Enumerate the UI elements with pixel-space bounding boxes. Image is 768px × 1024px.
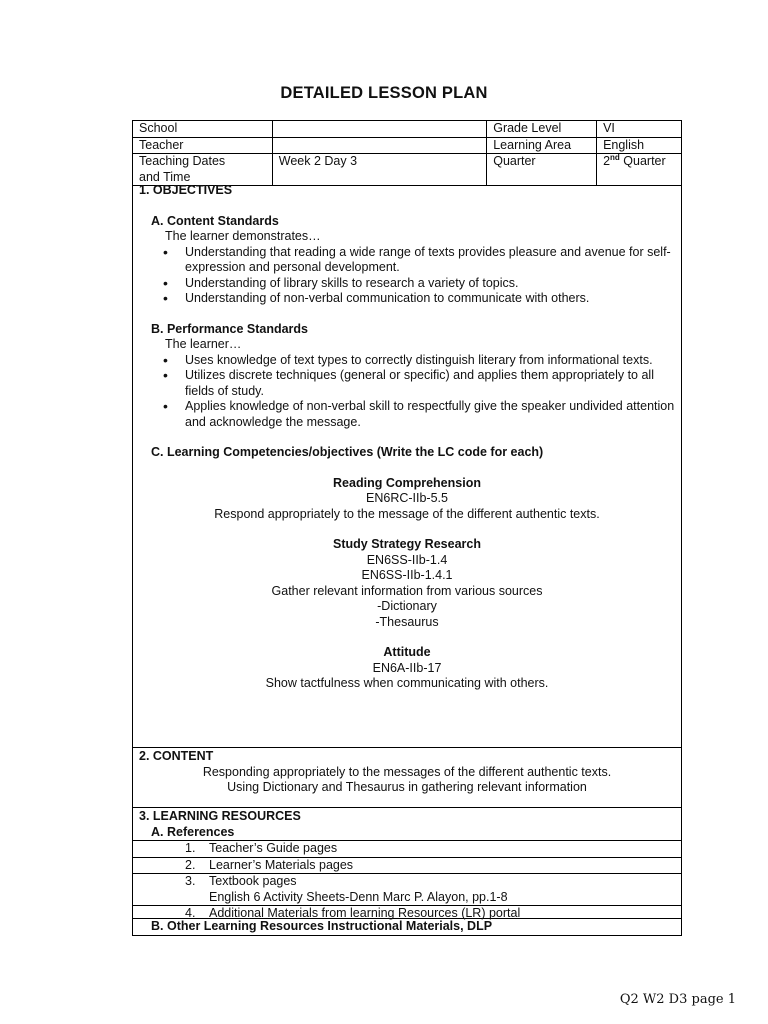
attitude-code: EN6A-IIb-17 <box>372 660 442 675</box>
study-code-2: EN6SS-IIb-1.4.1 <box>361 568 453 582</box>
content-standards-list <box>133 245 681 307</box>
performance-standards-intro: The learner… <box>165 337 242 351</box>
school-value <box>272 121 486 138</box>
item-text: Textbook pages <box>209 874 297 888</box>
item-text: Teacher’s Guide pages <box>209 841 338 855</box>
content-section <box>132 748 682 808</box>
content-standards-heading: A. Content Standards <box>151 213 279 228</box>
grade-value: VI <box>597 121 682 138</box>
item-number: 3. <box>185 874 196 888</box>
objectives-section <box>132 183 682 748</box>
list-item <box>185 874 681 890</box>
list-item <box>185 890 681 906</box>
study-source-1: -Dictionary <box>377 599 437 613</box>
grade-label: Grade Level <box>487 121 597 138</box>
dates-label <box>133 154 273 186</box>
reading-title: Reading Comprehension <box>333 475 481 490</box>
item-text: English 6 Activity Sheets-Denn Marc P. Alayon, pp.1-8 <box>209 889 508 904</box>
teacher-value <box>272 137 486 154</box>
study-source-2: -Thesaurus <box>375 614 439 629</box>
page-title: DETAILED LESSON PLAN <box>280 84 488 102</box>
item-text: Additional Materials from learning Resources (LR) portal <box>209 906 521 920</box>
header-table <box>132 120 682 186</box>
content-standards-intro: The learner demonstrates… <box>165 229 321 243</box>
item-number: 1. <box>185 841 196 855</box>
competencies-heading: C. Learning Competencies/objectives (Write the LC code for each) <box>151 445 544 459</box>
quarter-word: Quarter <box>623 154 666 168</box>
references-list <box>133 841 681 857</box>
school-label: School <box>133 121 273 138</box>
study-code-1: EN6SS-IIb-1.4 <box>366 552 448 567</box>
content-line-2: Using Dictionary and Thesaurus in gathering relevant information <box>227 780 587 794</box>
list-item: • Understanding of non-verbal communication to communicate with others. <box>163 291 681 307</box>
dates-label-line-2: and Time <box>139 169 191 184</box>
page-footer: Q2 W2 D3 page 1 <box>619 992 736 1007</box>
dates-label-line-1: Teaching Dates <box>139 154 226 168</box>
resources-section <box>132 808 682 919</box>
item-number: 4. <box>185 906 196 920</box>
study-title: Study Strategy Research <box>333 537 481 551</box>
performance-standards-list <box>133 353 681 431</box>
list-item: • Applies knowledge of non-verbal skill to respectfully give the speaker undivided attention and acknowledge the message. <box>163 399 681 430</box>
study-desc: Gather relevant information from various sources <box>271 583 543 598</box>
references-list-2 <box>133 858 681 874</box>
resources-heading: 3. LEARNING RESOURCES <box>139 809 301 823</box>
dates-value: Week 2 Day 3 <box>272 154 486 186</box>
teacher-label: Teacher <box>133 137 273 154</box>
item-number: 2. <box>185 857 196 872</box>
quarter-number: 2 <box>603 154 611 168</box>
list-item <box>185 858 681 874</box>
area-value: English <box>597 137 682 154</box>
content-line-1: Responding appropriately to the messages of the different authentic texts. <box>202 764 612 779</box>
quarter-value <box>597 154 682 186</box>
list-item: • Understanding that reading a wide range of texts provides pleasure and avenue for self-expression and personal development. <box>163 245 681 276</box>
area-label: Learning Area <box>487 137 597 154</box>
references-heading: A. References <box>151 824 235 839</box>
content-heading: 2. CONTENT <box>139 749 214 763</box>
reading-code: EN6RC-IIb-5.5 <box>366 491 448 505</box>
list-item: • Understanding of library skills to research a variety of topics. <box>163 276 681 292</box>
attitude-title: Attitude <box>383 645 431 659</box>
other-resources-row <box>132 919 682 936</box>
attitude-desc: Show tactfulness when communicating with others. <box>265 676 549 690</box>
other-resources-heading: B. Other Learning Resources Instructional Materials, DLP <box>151 919 493 933</box>
performance-standards-heading: B. Performance Standards <box>151 321 308 336</box>
item-text: Learner’s Materials pages <box>209 857 354 872</box>
reading-desc: Respond appropriately to the message of the different authentic texts. <box>214 506 600 521</box>
quarter-suffix: nd <box>610 152 620 162</box>
references-list-3 <box>133 874 681 905</box>
list-item <box>185 841 681 857</box>
list-item: • Utilizes discrete techniques (general or specific) and applies them appropriately to all fields of study. <box>163 368 681 399</box>
objectives-heading: 1. OBJECTIVES <box>139 183 233 197</box>
quarter-label: Quarter <box>487 154 597 186</box>
list-item: • Uses knowledge of text types to correctly distinguish literary from informational texts. <box>163 353 681 369</box>
